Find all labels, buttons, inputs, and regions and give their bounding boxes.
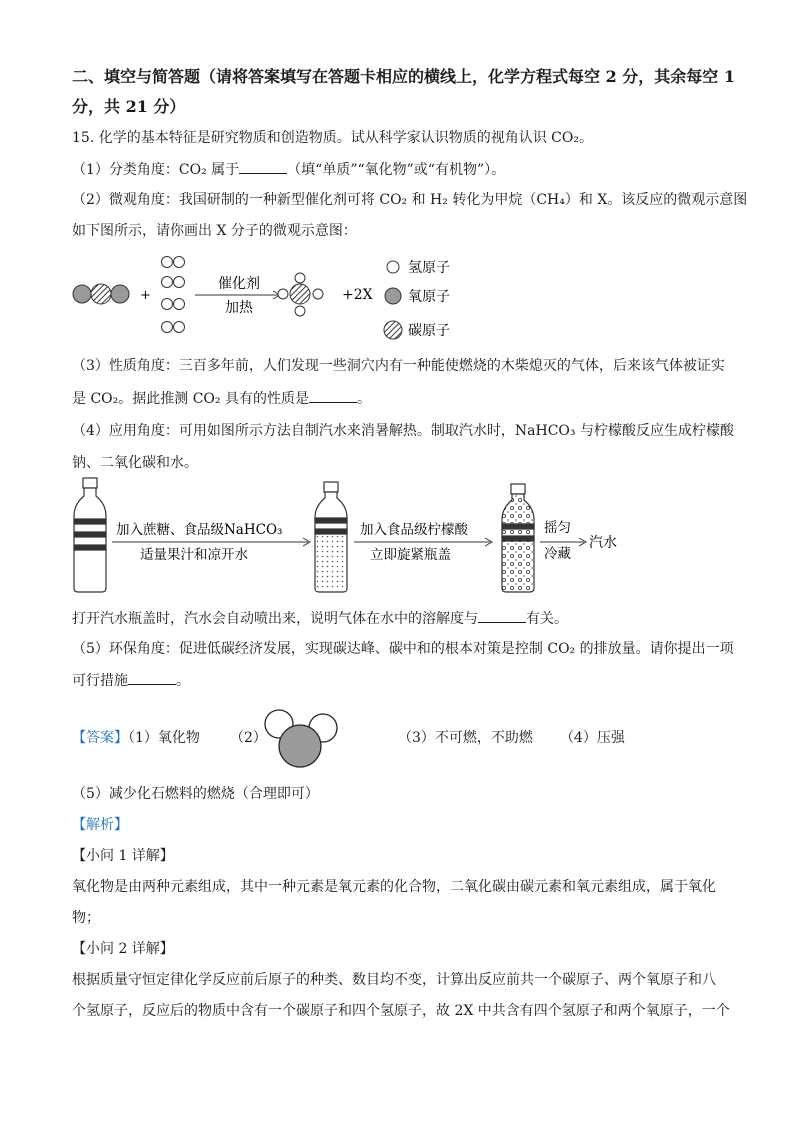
analysis-1-line2: 物； xyxy=(72,910,100,926)
part3-question xyxy=(72,388,371,409)
step3-bottom-label: 冷藏 xyxy=(544,546,571,562)
answer-label: 【答案】 xyxy=(72,730,128,746)
h2-molecules xyxy=(162,257,185,333)
plus-sign: + xyxy=(140,288,151,303)
legend-hydrogen xyxy=(387,260,450,276)
step2-top-label: 加入食品级柠檬酸 xyxy=(360,522,468,538)
step2-bottom-label: 立即旋紧瓶盖 xyxy=(370,547,451,563)
step3-top-label: 摇匀 xyxy=(544,520,571,536)
step1-bottom-label: 适量果汁和凉开水 xyxy=(140,547,248,563)
part4-line1: （4）应用角度：可用如图所示方法自制汽水来消暑解热。制取汽水时，NaHCO₃ 与柠檬酸反应生成柠檬酸 xyxy=(72,423,734,439)
oxygen-atom-icon xyxy=(385,288,401,304)
answer-blank-3[interactable] xyxy=(309,388,357,403)
bottle-carbonated xyxy=(502,484,534,592)
hydrogen-atom-icon xyxy=(387,261,399,273)
catalyst-label: 催化剂 xyxy=(218,276,260,292)
answer-row xyxy=(72,728,200,748)
part5-question xyxy=(72,670,190,691)
ch4-molecule xyxy=(278,273,323,316)
analysis-2-line2: 个氢原子，反应后的物质中含有一个碳原子和四个氢原子，故 2X 中共含有四个氢原子和两个氧原子，一个 xyxy=(72,1003,730,1019)
part3-line1: （3）性质角度：三百多年前，人们发现一些洞穴内有一种能使燃烧的木柴熄灭的气体，后来该气体被证实 xyxy=(72,358,725,374)
answer-blank-1[interactable] xyxy=(239,159,287,174)
part4-line2: 钠、二氧化碳和水。 xyxy=(72,455,198,471)
legend-carbon xyxy=(384,321,450,339)
part1-text-b: （填“单质”“氧化物”或“有机物”）。 xyxy=(287,162,506,178)
answer-blank-5[interactable] xyxy=(128,670,176,685)
answer-1: （1）氧化物 xyxy=(128,730,200,746)
analysis-label: 【解析】 xyxy=(72,817,128,833)
part2-line1: （2）微观角度：我国研制的一种新型催化剂可将 CO₂ 和 H₂ 转化为甲烷（CH₄）和 X。该反应的微观示意图 xyxy=(72,192,748,208)
part1-question xyxy=(72,159,505,180)
part3-text-a: 是 CO₂。据此推测 CO₂ 具有的性质是 xyxy=(72,391,309,407)
analysis-subheading-2: 【小问 2 详解】 xyxy=(72,941,174,957)
co2-molecule xyxy=(73,284,129,304)
soda-diagram xyxy=(70,474,630,598)
answer-blank-4[interactable] xyxy=(478,608,526,623)
carbon-atom-icon xyxy=(384,321,402,339)
part4-followup xyxy=(72,608,568,629)
reaction-diagram xyxy=(70,250,470,345)
analysis-1-line1: 氧化物是由两种元素组成，其中一种元素是氧元素的化合物，二氧化碳由碳元素和氧元素组成，属于氧化 xyxy=(72,879,716,895)
part4-after-text-b: 有关。 xyxy=(526,611,568,627)
answer-5: （5）减少化石燃料的燃烧（合理即可） xyxy=(72,786,319,802)
part5-text-a: 可行措施 xyxy=(72,673,128,689)
legend-oxygen-label: 氧原子 xyxy=(408,289,450,305)
part5-line1: （5）环保角度：促进低碳经济发展，实现碳达峰、碳中和的根本对策是控制 CO₂ 的排放量。请你提出一项 xyxy=(72,641,734,657)
part4-after-text-a: 打开汽水瓶盖时，汽水会自动喷出来，说明气体在水中的溶解度与 xyxy=(72,611,478,627)
product-x-coefficient: +2X xyxy=(342,287,373,303)
answer-3: （3）不可燃，不助燃 xyxy=(398,730,533,746)
bottle-with-solution xyxy=(315,482,347,592)
step1-top-label: 加入蔗糖、食品级NaHCO₃ xyxy=(116,522,283,538)
legend-hydrogen-label: 氢原子 xyxy=(408,260,450,276)
bottle-empty xyxy=(74,478,106,592)
result-label: 汽水 xyxy=(589,535,617,551)
section-heading-line2: 分，共 21 分） xyxy=(72,97,186,116)
part2-line2: 如下图所示，请你画出 X 分子的微观示意图： xyxy=(72,223,357,239)
legend-carbon-label: 碳原子 xyxy=(408,323,450,339)
part1-text-a: （1）分类角度：CO₂ 属于 xyxy=(72,162,240,178)
answer-2: （2） xyxy=(230,730,267,746)
part3-text-b: 。 xyxy=(356,391,371,407)
heat-label: 加热 xyxy=(225,300,253,316)
question-intro: 15. 化学的基本特征是研究物质和创造物质。试从科学家认识物质的视角认识 CO₂。 xyxy=(72,130,593,146)
answer-4: （4）压强 xyxy=(560,730,625,746)
section-heading-line1: 二、填空与简答题（请将答案填写在答题卡相应的横线上，化学方程式每空 2 分，其余每空 1 xyxy=(72,67,735,86)
oxygen-atom-center xyxy=(279,725,321,767)
part5-text-b: 。 xyxy=(176,673,190,689)
water-molecule-diagram xyxy=(262,706,342,772)
legend-oxygen xyxy=(385,288,450,305)
analysis-2-line1: 根据质量守恒定律化学反应前后原子的种类、数目均不变，计算出反应前共一个碳原子、两个氧原子和八 xyxy=(72,972,716,988)
analysis-subheading-1: 【小问 1 详解】 xyxy=(72,848,174,864)
